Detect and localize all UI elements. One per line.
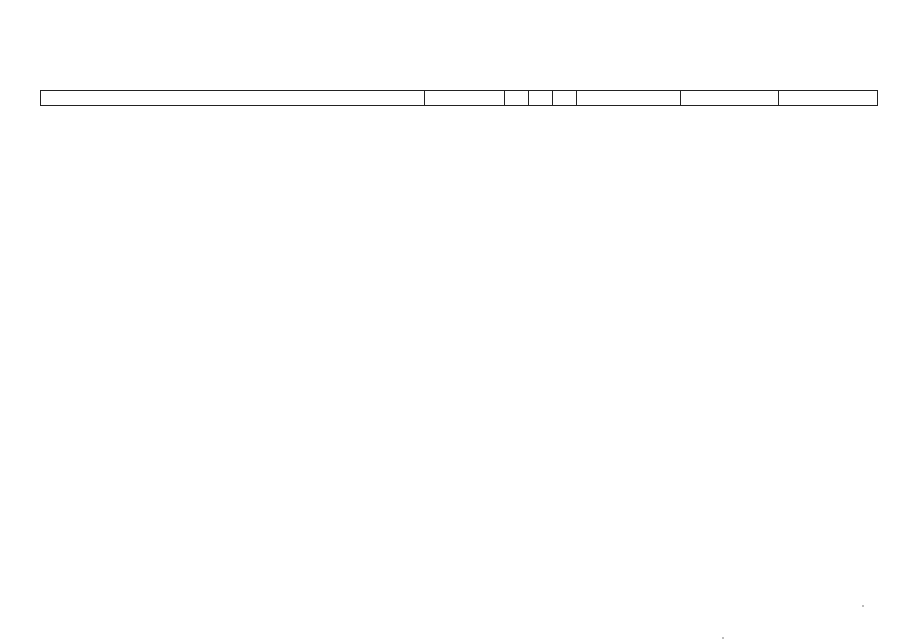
budget-table xyxy=(40,90,878,106)
header-rz xyxy=(505,91,529,105)
header-cst xyxy=(425,91,505,105)
scan-speck xyxy=(722,637,724,639)
header-vr xyxy=(553,91,577,105)
header-pr xyxy=(529,91,553,105)
header-2021 xyxy=(779,91,877,105)
table-header xyxy=(40,90,878,106)
scan-speck xyxy=(862,605,864,607)
header-name xyxy=(41,91,425,105)
header-2019 xyxy=(577,91,681,105)
header-2020 xyxy=(681,91,779,105)
